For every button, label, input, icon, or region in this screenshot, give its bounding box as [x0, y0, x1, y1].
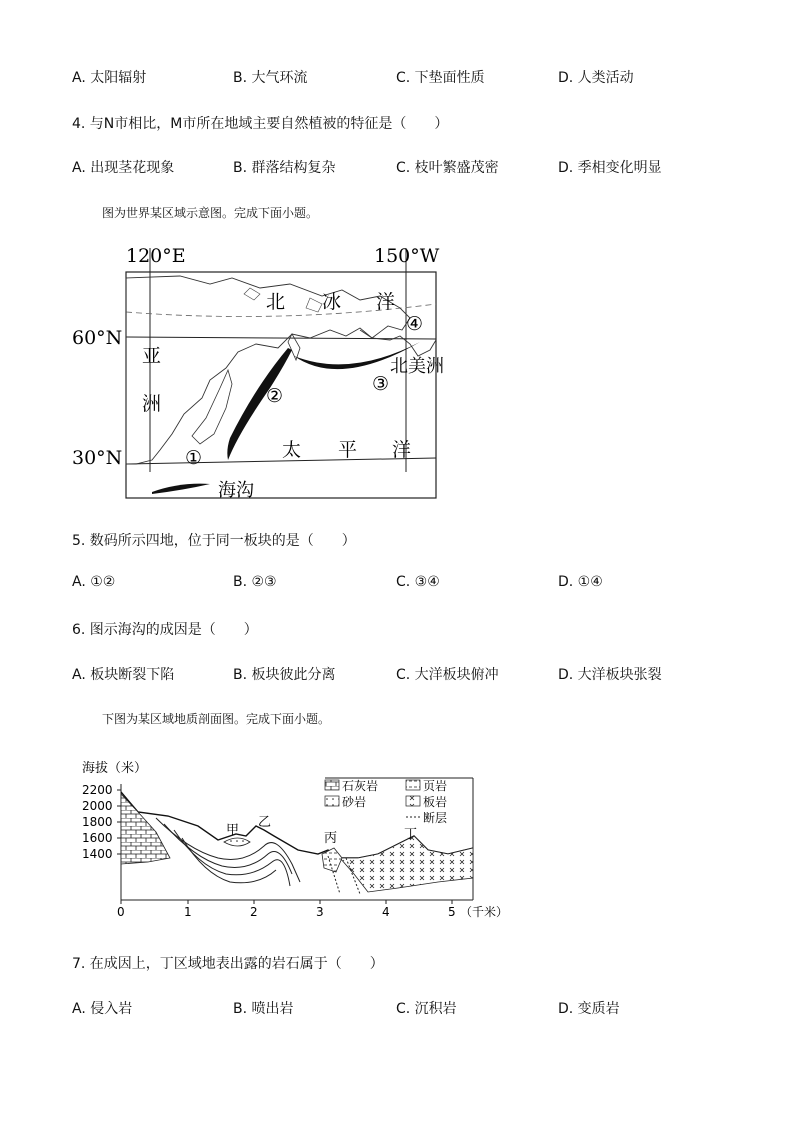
- intro-map: 图为世界某区域示意图。完成下面小题。: [102, 206, 319, 220]
- arctic-island: [306, 298, 322, 312]
- q6-option-d: D. 大洋板块张裂: [558, 667, 662, 683]
- x-ticks: [117, 900, 508, 919]
- q4-option-d: D. 季相变化明显: [558, 160, 662, 176]
- q6-option-c: C. 大洋板块俯冲: [396, 667, 499, 683]
- q4-stem: 4. 与N市相比，M市所在地域主要自然植被的特征是（ ）: [72, 116, 449, 132]
- x-tick-5: 5: [448, 905, 456, 919]
- label-lon-right: 150°W: [374, 245, 440, 267]
- x-tick-2: 2: [250, 905, 258, 919]
- geologic-profile: [78, 754, 518, 924]
- legend-slate-swatch: [406, 796, 420, 806]
- label-ocean: 洋: [376, 291, 396, 313]
- q3-option-c: C. 下垫面性质: [396, 70, 485, 86]
- label-lat-bottom: 30°N: [72, 447, 123, 469]
- q6-option-b: B. 板块彼此分离: [233, 667, 336, 683]
- label-pacific-ping: 平: [338, 439, 358, 461]
- limestone-layer: [121, 794, 170, 864]
- x-tick-1: 1: [184, 905, 192, 919]
- y-tick-1600: 1600: [82, 831, 113, 845]
- q7-stem: 7. 在成因上，丁区域地表出露的岩石属于（ ）: [72, 956, 384, 972]
- q7-option-c: C. 沉积岩: [396, 1001, 457, 1017]
- japan-islands: [192, 370, 232, 444]
- slate-layer: [340, 836, 473, 892]
- x-tick-4: 4: [382, 905, 390, 919]
- point-yi: 乙: [258, 815, 272, 830]
- legend-sandstone: 砂岩: [342, 795, 367, 809]
- q7-option-d: D. 变质岩: [558, 1001, 620, 1017]
- legend-shale-swatch: [406, 780, 420, 790]
- point-bing: 丙: [324, 831, 338, 846]
- label-ice: 冰: [322, 291, 342, 313]
- label-pacific-yang: 洋: [392, 439, 412, 461]
- trench-legend-label: 海沟: [218, 480, 254, 501]
- q4-option-a: A. 出现茎花现象: [72, 160, 175, 176]
- q3-option-d: D. 人类活动: [558, 70, 634, 86]
- marker-2: ②: [266, 385, 284, 407]
- label-lat-top: 60°N: [72, 327, 123, 349]
- legend-limestone: 石灰岩: [342, 779, 379, 793]
- label-pacific-tai: 太: [282, 439, 302, 461]
- legend-fault: 断层: [423, 811, 448, 825]
- legend-limestone-swatch: [325, 780, 339, 790]
- q5-stem: 5. 数码所示四地，位于同一板块的是（ ）: [72, 533, 356, 549]
- label-north: 北: [266, 291, 286, 313]
- marker-4: ④: [406, 313, 424, 335]
- parallel-60n: [126, 337, 436, 339]
- q3-option-b: B. 大气环流: [233, 70, 308, 86]
- parallel-30n: [126, 458, 436, 464]
- region-map: [60, 238, 460, 508]
- y-tick-2200: 2200: [82, 783, 113, 797]
- q5-option-b: B. ②③: [233, 574, 277, 590]
- x-tick-0: 0: [117, 905, 125, 919]
- label-asia-ya: 亚: [142, 345, 162, 367]
- legend-slate: 板岩: [423, 795, 448, 809]
- arctic-island: [244, 288, 260, 300]
- label-north-america: 北美洲: [390, 356, 444, 377]
- y-axis-label: 海拔（米）: [82, 761, 148, 776]
- label-asia-zhou: 洲: [142, 393, 162, 415]
- y-tick-2000: 2000: [82, 799, 113, 813]
- q4-option-c: C. 枝叶繁盛茂密: [396, 160, 499, 176]
- q5-option-a: A. ①②: [72, 574, 116, 590]
- legend-sandstone-swatch: [325, 796, 339, 806]
- marker-3: ③: [372, 373, 390, 395]
- y-tick-1800: 1800: [82, 815, 113, 829]
- y-ticks: [82, 783, 121, 861]
- sandstone-core: [224, 838, 250, 846]
- q5-option-d: D. ①④: [558, 574, 603, 590]
- q3-option-a: A. 太阳辐射: [72, 70, 147, 86]
- point-ding: 丁: [404, 827, 418, 842]
- point-jia: 甲: [226, 823, 240, 838]
- y-tick-1400: 1400: [82, 847, 113, 861]
- legend-shale: 页岩: [423, 779, 448, 793]
- q7-option-b: B. 喷出岩: [233, 1001, 294, 1017]
- marker-1: ①: [185, 447, 203, 469]
- q4-option-b: B. 群落结构复杂: [233, 160, 336, 176]
- trench-legend-symbol: [152, 484, 210, 494]
- intro-profile: 下图为某区域地质剖面图。完成下面小题。: [102, 712, 331, 726]
- label-lon-left: 120°E: [126, 245, 186, 267]
- q7-option-a: A. 侵入岩: [72, 1001, 133, 1017]
- x-tick-3: 3: [316, 905, 324, 919]
- x-unit: （千米）: [460, 905, 509, 919]
- q5-option-c: C. ③④: [396, 574, 440, 590]
- q6-stem: 6. 图示海沟的成因是（ ）: [72, 622, 258, 638]
- profile-legend: [325, 778, 447, 825]
- q6-option-a: A. 板块断裂下陷: [72, 667, 175, 683]
